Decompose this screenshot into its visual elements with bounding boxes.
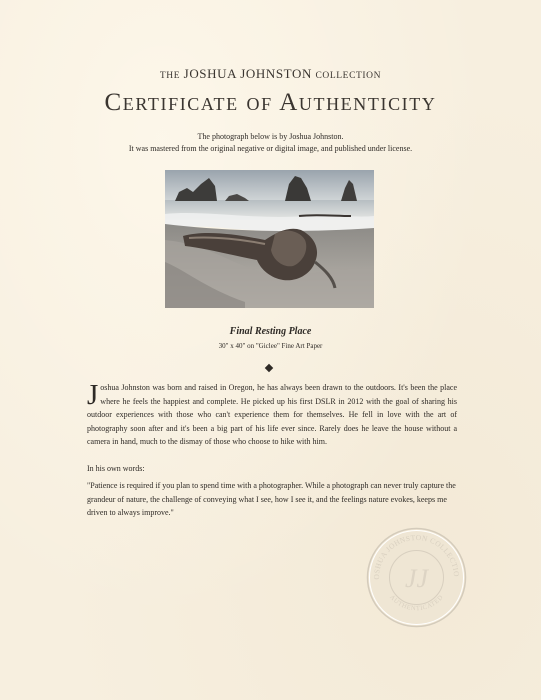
- authentication-seal: [365, 526, 468, 629]
- seal-top-text: OSHUA JOHNSTON COLLECTIO: [371, 532, 462, 580]
- seal-bottom-text: AUTHENTICATED: [388, 593, 445, 613]
- artwork-details: 30" x 40" on "Giclee" Fine Art Paper: [218, 342, 323, 350]
- bio-paragraph: [87, 381, 457, 449]
- diamond-divider: [265, 364, 273, 372]
- collection-suffix: COLLECTION: [315, 71, 382, 81]
- intro-text: [0, 131, 541, 154]
- intro-line-2: It was mastered from the original negative or digital image, and published under license.: [128, 143, 413, 153]
- collection-name: JOSHUA JOHNSTON: [183, 66, 312, 81]
- seal-monogram: JJ: [404, 564, 429, 593]
- own-words-quote: "Patience is required if you plan to spend time with a photographer. While a photograph can never truly capture the grandeur of nature, the challenge of conveying what I see, how I see it, and the feelings nature evokes, keeps me driven to always improve.": [87, 481, 456, 517]
- artwork-photo: [165, 170, 374, 308]
- certificate-title: Certificate of Authenticity: [104, 89, 437, 116]
- intro-line-1: The photograph below is by Joshua Johnston.: [197, 132, 344, 141]
- collection-prefix: THE: [159, 71, 181, 81]
- bio-dropcap: J: [87, 379, 99, 411]
- bio-text: oshua Johnston was born and raised in Oregon, he has always been drawn to the outdoors. It's been the place where he feels the happiest and complete. He picked up his first DSLR in 2012 with the goal of sharing his outdoor experiences with those who can't experience them for themselves. He fell in love with the art of photography soon after and it's been a big part of his life ever since. Rarely does he leave the house without a camera in hand, much to the dismay of those who choose to hike with him.: [87, 383, 457, 446]
- artwork-title: Final Resting Place: [229, 326, 312, 337]
- own-words-label: In his own words:: [87, 464, 145, 473]
- collection-heading: [0, 66, 541, 82]
